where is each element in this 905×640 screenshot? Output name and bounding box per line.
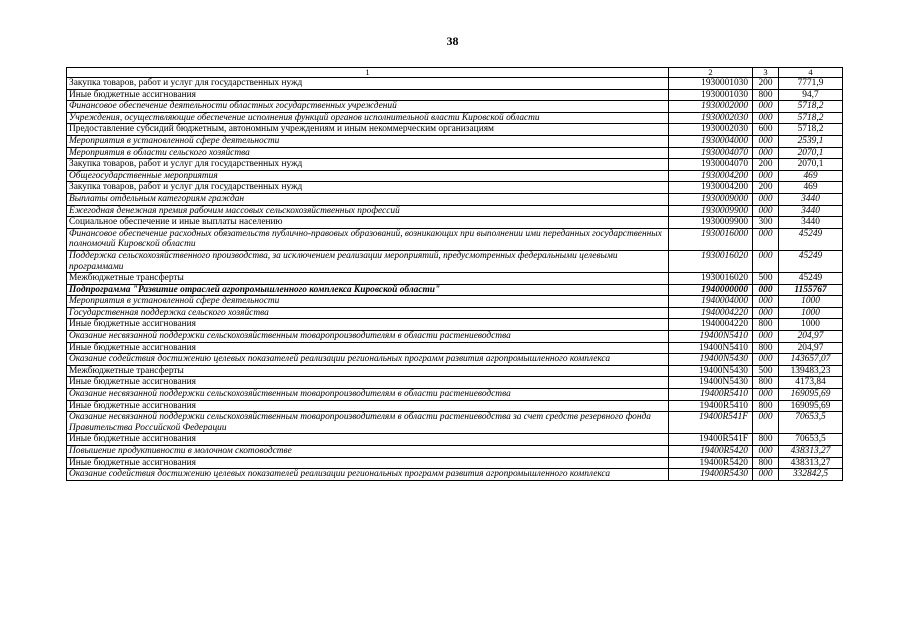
cell-expense-type: 000	[753, 331, 779, 343]
cell-expense-type: 800	[753, 89, 779, 101]
cell-code: 1930009000	[669, 193, 753, 205]
cell-amount: 332842,5	[779, 469, 843, 481]
cell-amount: 469	[779, 170, 843, 182]
cell-name: Поддержка сельскохозяйственного производства, за исключением реализации мероприятий, предусмотренных федеральными целевыми программами	[67, 250, 669, 272]
table-row	[67, 307, 843, 319]
cell-code: 1940004000	[669, 296, 753, 308]
column-header-amount: 4	[779, 68, 843, 78]
cell-expense-type: 000	[753, 205, 779, 217]
column-header-code: 2	[669, 68, 753, 78]
cell-name: Оказание несвязанной поддержки сельскохозяйственным товаропроизводителям в области растениеводства	[67, 331, 669, 343]
cell-code: 1930002030	[669, 124, 753, 136]
cell-code: 1930002030	[669, 112, 753, 124]
cell-name: Мероприятия в установленной сфере деятельности	[67, 296, 669, 308]
cell-expense-type: 000	[753, 135, 779, 147]
cell-code: 1930001030	[669, 89, 753, 101]
cell-code: 19400R541F	[669, 412, 753, 434]
table-row	[67, 124, 843, 136]
cell-name: Оказание содействия достижению целевых показателей реализации региональных программ развития агропромышленного комплекса	[67, 469, 669, 481]
table-row	[67, 412, 843, 434]
cell-code: 1940000000	[669, 284, 753, 296]
column-header-expense-type: 3	[753, 68, 779, 78]
cell-code: 1940004220	[669, 319, 753, 331]
cell-amount: 5718,2	[779, 112, 843, 124]
cell-name: Закупка товаров, работ и услуг для государственных нужд	[67, 78, 669, 90]
cell-name: Государственная поддержка сельского хозяйства	[67, 307, 669, 319]
cell-amount: 3440	[779, 217, 843, 229]
table-row	[67, 101, 843, 113]
table-row	[67, 365, 843, 377]
cell-amount: 1155767	[779, 284, 843, 296]
table-row	[67, 159, 843, 171]
cell-code: 19400R5410	[669, 389, 753, 401]
cell-code: 1930002000	[669, 101, 753, 113]
cell-code: 19400R5420	[669, 446, 753, 458]
cell-expense-type: 500	[753, 365, 779, 377]
budget-table	[66, 67, 843, 481]
table-row	[67, 135, 843, 147]
cell-amount: 70653,5	[779, 412, 843, 434]
cell-expense-type: 000	[753, 469, 779, 481]
table-row	[67, 446, 843, 458]
cell-code: 19400N5410	[669, 342, 753, 354]
cell-amount: 5718,2	[779, 101, 843, 113]
table-row	[67, 400, 843, 412]
cell-amount: 469	[779, 182, 843, 194]
cell-code: 19400N5430	[669, 377, 753, 389]
cell-expense-type: 200	[753, 78, 779, 90]
cell-expense-type: 000	[753, 354, 779, 366]
cell-expense-type: 000	[753, 250, 779, 272]
cell-expense-type: 800	[753, 400, 779, 412]
cell-expense-type: 000	[753, 112, 779, 124]
cell-name: Финансовое обеспечение деятельности областных государственных учреждений	[67, 101, 669, 113]
cell-amount: 2070,1	[779, 147, 843, 159]
cell-name: Иные бюджетные ассигнования	[67, 434, 669, 446]
table-row	[67, 193, 843, 205]
table-row	[67, 147, 843, 159]
cell-expense-type: 000	[753, 307, 779, 319]
cell-expense-type: 000	[753, 147, 779, 159]
cell-code: 19400R5430	[669, 469, 753, 481]
cell-code: 1930004200	[669, 170, 753, 182]
cell-amount: 438313,27	[779, 446, 843, 458]
cell-expense-type: 800	[753, 434, 779, 446]
table-row	[67, 273, 843, 285]
cell-amount: 1000	[779, 307, 843, 319]
cell-code: 19400N5430	[669, 365, 753, 377]
cell-code: 1930016020	[669, 250, 753, 272]
cell-code: 1930004070	[669, 147, 753, 159]
table-row	[67, 457, 843, 469]
cell-name: Межбюджетные трансферты	[67, 365, 669, 377]
table-row	[67, 112, 843, 124]
cell-name: Подпрограмма "Развитие отраслей агропромышленного комплекса Кировской области"	[67, 284, 669, 296]
cell-name: Оказание содействия достижению целевых показателей реализации региональных программ развития агропромышленного комплекса	[67, 354, 669, 366]
column-header-name: 1	[67, 68, 669, 78]
cell-name: Иные бюджетные ассигнования	[67, 400, 669, 412]
cell-name: Закупка товаров, работ и услуг для государственных нужд	[67, 159, 669, 171]
table-header-row	[67, 68, 843, 78]
cell-name: Ежегодная денежная премия рабочим массовых сельскохозяйственных профессий	[67, 205, 669, 217]
cell-name: Иные бюджетные ассигнования	[67, 377, 669, 389]
cell-name: Общегосударственные мероприятия	[67, 170, 669, 182]
cell-amount: 1000	[779, 319, 843, 331]
cell-expense-type: 000	[753, 389, 779, 401]
cell-code: 1930009900	[669, 205, 753, 217]
cell-name: Мероприятия в установленной сфере деятельности	[67, 135, 669, 147]
cell-expense-type: 200	[753, 182, 779, 194]
cell-name: Финансовое обеспечение расходных обязательств публично-правовых образований, возникающих при выполнении ими переданных государственных полномочий Кировской области	[67, 228, 669, 250]
cell-name: Мероприятия в области сельского хозяйства	[67, 147, 669, 159]
cell-amount: 169095,69	[779, 389, 843, 401]
cell-amount: 1000	[779, 296, 843, 308]
cell-code: 19400R5420	[669, 457, 753, 469]
cell-amount: 70653,5	[779, 434, 843, 446]
cell-name: Межбюджетные трансферты	[67, 273, 669, 285]
cell-expense-type: 000	[753, 228, 779, 250]
cell-amount: 94,7	[779, 89, 843, 101]
cell-expense-type: 000	[753, 446, 779, 458]
table-row	[67, 217, 843, 229]
cell-name: Социальное обеспечение и иные выплаты населению	[67, 217, 669, 229]
cell-expense-type: 300	[753, 217, 779, 229]
cell-name: Выплаты отдельным категориям граждан	[67, 193, 669, 205]
table-row	[67, 89, 843, 101]
cell-code: 1930009900	[669, 217, 753, 229]
cell-code: 1930001030	[669, 78, 753, 90]
cell-name: Предоставление субсидий бюджетным, автономным учреждениям и иным некоммерческим организациям	[67, 124, 669, 136]
table-row	[67, 284, 843, 296]
cell-code: 19400N5430	[669, 354, 753, 366]
cell-code: 1930004070	[669, 159, 753, 171]
cell-name: Оказание несвязанной поддержки сельскохозяйственным товаропроизводителям в области растениеводства	[67, 389, 669, 401]
cell-expense-type: 800	[753, 457, 779, 469]
table-row	[67, 389, 843, 401]
table-row	[67, 228, 843, 250]
cell-name: Учреждения, осуществляющие обеспечение исполнения функций органов исполнительной власти Кировской области	[67, 112, 669, 124]
cell-expense-type: 500	[753, 273, 779, 285]
table-row	[67, 250, 843, 272]
cell-code: 1930004200	[669, 182, 753, 194]
cell-amount: 45249	[779, 273, 843, 285]
table-row	[67, 469, 843, 481]
table-row	[67, 342, 843, 354]
cell-code: 19400R5410	[669, 400, 753, 412]
cell-expense-type: 000	[753, 284, 779, 296]
cell-amount: 438313,27	[779, 457, 843, 469]
table-row	[67, 377, 843, 389]
table-row	[67, 205, 843, 217]
cell-code: 19400N5410	[669, 331, 753, 343]
table-row	[67, 170, 843, 182]
cell-name: Повышение продуктивности в молочном скотоводстве	[67, 446, 669, 458]
cell-amount: 2539,1	[779, 135, 843, 147]
cell-amount: 45249	[779, 228, 843, 250]
cell-code: 19400R541F	[669, 434, 753, 446]
table-row	[67, 78, 843, 90]
cell-amount: 143657,07	[779, 354, 843, 366]
cell-amount: 204,97	[779, 331, 843, 343]
cell-name: Иные бюджетные ассигнования	[67, 457, 669, 469]
cell-amount: 3440	[779, 205, 843, 217]
cell-name: Иные бюджетные ассигнования	[67, 342, 669, 354]
cell-expense-type: 000	[753, 101, 779, 113]
cell-amount: 204,97	[779, 342, 843, 354]
cell-expense-type: 000	[753, 296, 779, 308]
table-row	[67, 319, 843, 331]
table-row	[67, 182, 843, 194]
cell-expense-type: 800	[753, 319, 779, 331]
cell-amount: 5718,2	[779, 124, 843, 136]
table-row	[67, 434, 843, 446]
table-row	[67, 296, 843, 308]
table-row	[67, 354, 843, 366]
cell-amount: 45249	[779, 250, 843, 272]
cell-name: Иные бюджетные ассигнования	[67, 89, 669, 101]
cell-code: 1930016020	[669, 273, 753, 285]
cell-code: 1930004000	[669, 135, 753, 147]
cell-expense-type: 600	[753, 124, 779, 136]
cell-amount: 169095,69	[779, 400, 843, 412]
page-number: 38	[446, 34, 459, 48]
cell-expense-type: 800	[753, 342, 779, 354]
cell-expense-type: 000	[753, 412, 779, 434]
cell-code: 1930016000	[669, 228, 753, 250]
cell-amount: 3440	[779, 193, 843, 205]
cell-amount: 7771,9	[779, 78, 843, 90]
cell-amount: 139483,23	[779, 365, 843, 377]
cell-expense-type: 200	[753, 159, 779, 171]
cell-name: Иные бюджетные ассигнования	[67, 319, 669, 331]
cell-expense-type: 000	[753, 193, 779, 205]
cell-name: Закупка товаров, работ и услуг для государственных нужд	[67, 182, 669, 194]
table-row	[67, 331, 843, 343]
cell-amount: 2070,1	[779, 159, 843, 171]
cell-expense-type: 000	[753, 170, 779, 182]
cell-expense-type: 800	[753, 377, 779, 389]
cell-code: 1940004220	[669, 307, 753, 319]
cell-amount: 4173,84	[779, 377, 843, 389]
cell-name: Оказание несвязанной поддержки сельскохозяйственным товаропроизводителям в области растениеводства за счет средств резервного фонда Правительства Российской Федерации	[67, 412, 669, 434]
